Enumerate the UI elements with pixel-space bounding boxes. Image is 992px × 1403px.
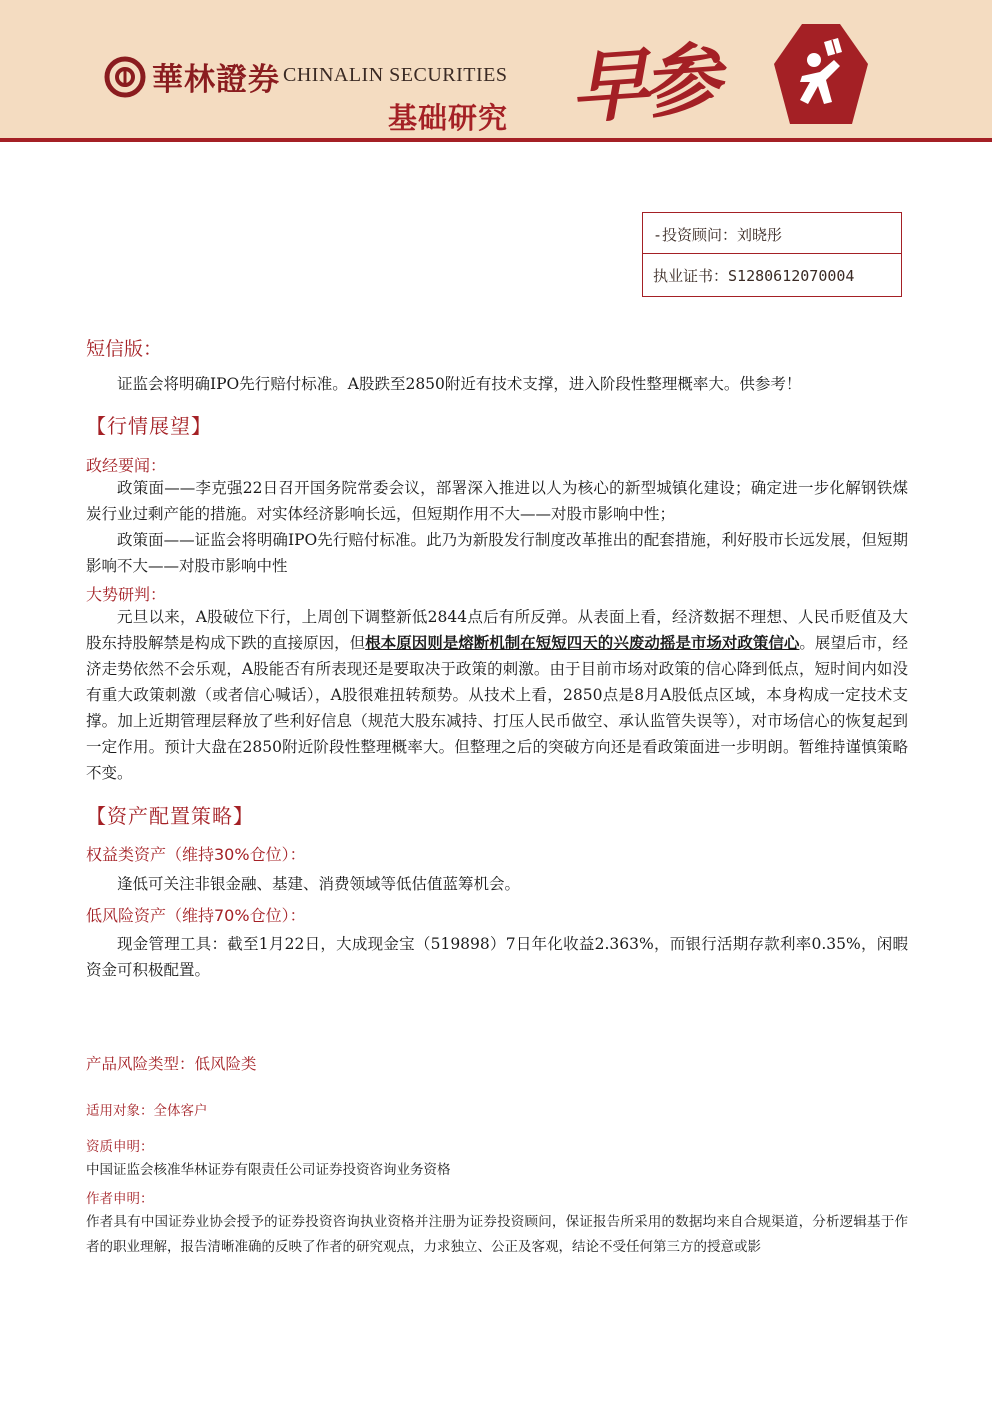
reading-person-emblem-icon: [772, 20, 870, 128]
brand-name-english: CHINALIN SECURITIES: [283, 64, 508, 86]
trend-paragraph: [86, 604, 908, 786]
market-outlook-heading: 【行情展望】: [86, 414, 212, 438]
low-risk-assets-heading: 低风险资产（维持70%仓位）：: [86, 906, 306, 925]
trend-text-rest: 。展望后市，经济走势依然不会乐观，A股能否有所表现还是要取决于政策的刺激。由于目前市场对政策的信心降到低点，短时间内如没有重大政策刺激（或者信心喊话），A股很难扭转颓势。从技术上看，2850点是8月A股低点区域，本身构成一定技术支撑。加上近期管理层释放了些利好信息（规范大股东减持、打压人民币做空、承认监管失误等），对市场信心的恢复起到一定作用。预计大盘在2850附近阶段性整理概率大。但整理之后的突破方向还是看政策面进一步明朗。暂维持谨慎策略不变。: [86, 634, 908, 782]
low-risk-assets-text: 现金管理工具：截至1月22日，大成现金宝（519898）7日年化收益2.363%，而银行活期存款利率0.35%，闲暇资金可积极配置。: [86, 935, 908, 979]
policy-news-heading: 政经要闻：: [86, 456, 167, 475]
asset-allocation-heading: 【资产配置策略】: [86, 804, 254, 828]
brand-name-chinese: 華林證券: [152, 62, 280, 98]
header-divider: [0, 138, 992, 142]
sms-heading: 短信版：: [86, 338, 163, 360]
advisor-name: 刘晓彤: [737, 226, 783, 244]
advisor-label: -投资顾问：: [653, 226, 738, 244]
qualification-heading: 资质申明：: [86, 1139, 154, 1155]
certificate-number: S1280612070004: [728, 267, 855, 285]
equity-assets-text: 逢低可关注非银金融、基建、消费领域等低估值蓝筹机会。: [117, 875, 521, 893]
author-statement-text: 作者具有中国证券业协会授予的证券投资咨询执业资格并注册为证券投资顾问，保证报告所采用的数据均来自合规渠道，分析逻辑基于作者的职业理解，报告清晰准确的反映了作者的研究观点，力求独立、公正及客观，结论不受任何第三方的授意或影: [86, 1214, 908, 1255]
target-audience: 适用对象：全体客户: [86, 1103, 208, 1119]
publication-title: 早参: [567, 34, 718, 135]
trend-emphasis: 根本原因则是熔断机制在短短四天的兴废动摇是市场对政策信心: [365, 633, 800, 652]
equity-assets-heading: 权益类资产（维持30%仓位）：: [86, 845, 306, 864]
sms-text: 证监会将明确IPO先行赔付标准。A股跌至2850附近有技术支撑，进入阶段性整理概率大。供参考！: [117, 375, 802, 393]
qualification-text: 中国证监会核准华林证券有限责任公司证券投资咨询业务资格: [86, 1162, 451, 1178]
policy-paragraph-2: 政策面——证监会将明确IPO先行赔付标准。此乃为新股发行制度改革推出的配套措施，利好股市长远发展，但短期影响不大——对股市影响中性: [86, 531, 908, 575]
trend-heading: 大势研判：: [86, 585, 167, 604]
policy-paragraph-1: 政策面——李克强22日召开国务院常委会议，部署深入推进以人为核心的新型城镇化建设；确定进一步化解钢铁煤炭行业过剩产能的措施。对实体经济影响长远，但短期作用不大——对股市影响中性；: [86, 479, 908, 523]
trend-text-lead: 元旦以来，A股破位下行，上周创下调整新低2844点后有所反弹。从表面上看，经济数据不理想、人民币贬值及大股东持股解禁是构成下跌的直接原因，但: [86, 608, 908, 652]
report-category: 基础研究: [388, 101, 509, 135]
certificate-label: 执业证书：: [653, 267, 729, 285]
chinalin-logo-icon: [104, 56, 146, 98]
advisor-info-box: [642, 212, 902, 297]
author-statement-heading: 作者申明：: [86, 1191, 154, 1207]
advisor-box-divider: [643, 253, 901, 254]
product-risk-type: 产品风险类型：低风险类: [86, 1055, 257, 1073]
